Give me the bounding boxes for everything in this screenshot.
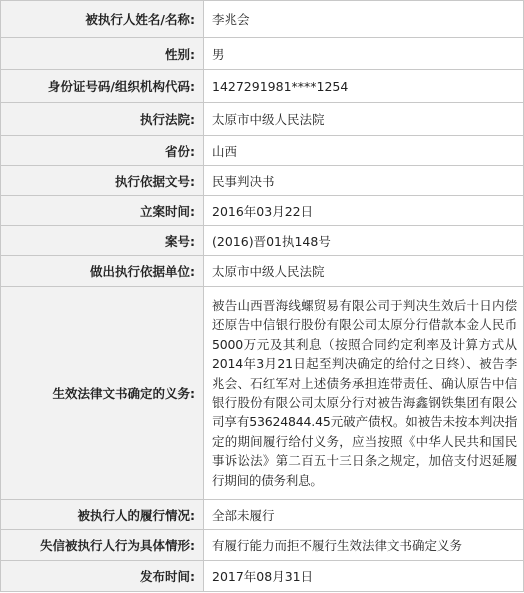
value-dishonest-behavior: 有履行能力而拒不履行生效法律文书确定义务 bbox=[204, 530, 524, 561]
table-row bbox=[1, 530, 524, 561]
value-basis-doc-number: 民事判决书 bbox=[204, 166, 524, 196]
value-gender: 男 bbox=[204, 38, 524, 70]
value-id-number: 1427291981****1254 bbox=[204, 70, 524, 103]
table-row bbox=[1, 256, 524, 287]
table-row bbox=[1, 136, 524, 166]
label-province: 省份: bbox=[1, 136, 204, 166]
value-debtor-name: 李兆会 bbox=[204, 1, 524, 38]
label-executing-court: 执行法院: bbox=[1, 103, 204, 136]
label-dishonest-behavior: 失信被执行人行为具体情形: bbox=[1, 530, 204, 561]
table-row bbox=[1, 103, 524, 136]
table-row bbox=[1, 70, 524, 103]
value-obligations: 被告山西晋海线螺贸易有限公司于判决生效后十日内偿还原告中信银行股份有限公司太原分行借款本金人民币5000万元及其利息（按照合同约定利率及计算方式从2014年3月21日起至判决确定的给付之日终）、被告李兆会、石红军对上述债务承担连带责任、确认原告中信银行股份有限公司太原分行对被告海鑫钢铁集团有限公司享有53624844.45元破产债权。如被告未按本判决指定的期间履行给付义务，应当按照《中华人民共和国民事诉讼法》第二百五十三日条之规定，加倍支付迟延履行期间的债务利息。 bbox=[204, 287, 524, 500]
label-case-number: 案号: bbox=[1, 226, 204, 256]
label-basis-doc-number: 执行依据文号: bbox=[1, 166, 204, 196]
table-row bbox=[1, 38, 524, 70]
table-row bbox=[1, 561, 524, 592]
label-basis-issuing-unit: 做出执行依据单位: bbox=[1, 256, 204, 287]
label-id-number: 身份证号码/组织机构代码: bbox=[1, 70, 204, 103]
label-publish-date: 发布时间: bbox=[1, 561, 204, 592]
table-row bbox=[1, 287, 524, 500]
value-filing-date: 2016年03月22日 bbox=[204, 196, 524, 226]
label-debtor-name: 被执行人姓名/名称: bbox=[1, 1, 204, 38]
label-performance-status: 被执行人的履行情况: bbox=[1, 500, 204, 530]
table-row bbox=[1, 1, 524, 38]
table-row bbox=[1, 196, 524, 226]
value-publish-date: 2017年08月31日 bbox=[204, 561, 524, 592]
value-basis-issuing-unit: 太原市中级人民法院 bbox=[204, 256, 524, 287]
table-row bbox=[1, 166, 524, 196]
table-row bbox=[1, 226, 524, 256]
value-case-number: (2016)晋01执148号 bbox=[204, 226, 524, 256]
value-province: 山西 bbox=[204, 136, 524, 166]
table-row bbox=[1, 500, 524, 530]
value-executing-court: 太原市中级人民法院 bbox=[204, 103, 524, 136]
value-performance-status: 全部未履行 bbox=[204, 500, 524, 530]
label-filing-date: 立案时间: bbox=[1, 196, 204, 226]
label-gender: 性别: bbox=[1, 38, 204, 70]
label-obligations: 生效法律文书确定的义务: bbox=[1, 287, 204, 500]
